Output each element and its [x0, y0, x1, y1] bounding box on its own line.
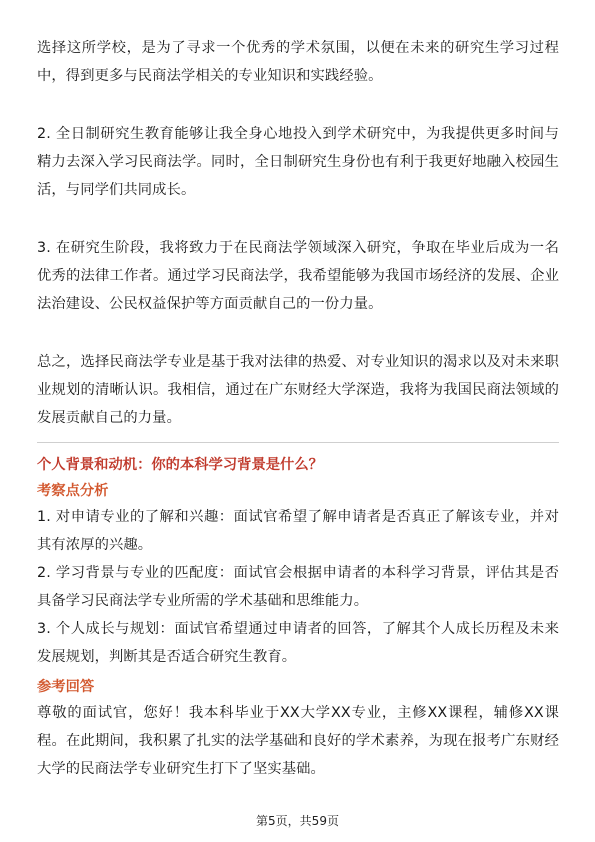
page-number: 第5页，共59页 — [256, 814, 339, 828]
answer-paragraph: 尊敬的面试官，您好！我本科毕业于XX大学XX专业，主修XX课程，辅修XX课程。在此期间，我积累了扎实的法学基础和良好的学术素养，为现在报考广东财经大学的民商法学专业研究生打下了坚实基础。 — [37, 705, 559, 777]
body-paragraph: 总之，选择民商法学专业是基于我对法律的热爱、对专业知识的渴求以及对未来职业规划的清晰认识。我相信，通过在广东财经大学深造，我将为我国民商法领域的发展贡献自己的力量。 — [37, 354, 559, 426]
analysis-item: 1. 对申请专业的了解和兴趣：面试官希望了解申请者是否真正了解该专业，并对其有浓厚的兴趣。 — [37, 509, 559, 553]
answer-heading: 参考回答 — [37, 679, 95, 695]
body-paragraph: 2. 全日制研究生教育能够让我全身心地投入到学术研究中，为我提供更多时间与精力去深入学习民商法学。同时，全日制研究生身份也有利于我更好地融入校园生活，与同学们共同成长。 — [37, 126, 559, 198]
question-title: 个人背景和动机：你的本科学习背景是什么？ — [37, 457, 323, 473]
section-divider — [37, 442, 559, 443]
document-page — [37, 34, 559, 783]
body-paragraph: 3. 在研究生阶段，我将致力于在民商法学领域深入研究，争取在毕业后成为一名优秀的法律工作者。通过学习民商法学，我希望能够为我国市场经济的发展、企业法治建设、公民权益保护等方面贡献自己的一份力量。 — [37, 240, 559, 312]
analysis-item: 3. 个人成长与规划：面试官希望通过申请者的回答，了解其个人成长历程及未来发展规划，判断其是否适合研究生教育。 — [37, 621, 559, 665]
analysis-heading: 考察点分析 — [37, 483, 109, 499]
body-paragraph: 选择这所学校，是为了寻求一个优秀的学术氛围，以便在未来的研究生学习过程中，得到更多与民商法学相关的专业知识和实践经验。 — [37, 40, 559, 84]
analysis-item: 2. 学习背景与专业的匹配度：面试官会根据申请者的本科学习背景，评估其是否具备学习民商法学专业所需的学术基础和思维能力。 — [37, 565, 559, 609]
